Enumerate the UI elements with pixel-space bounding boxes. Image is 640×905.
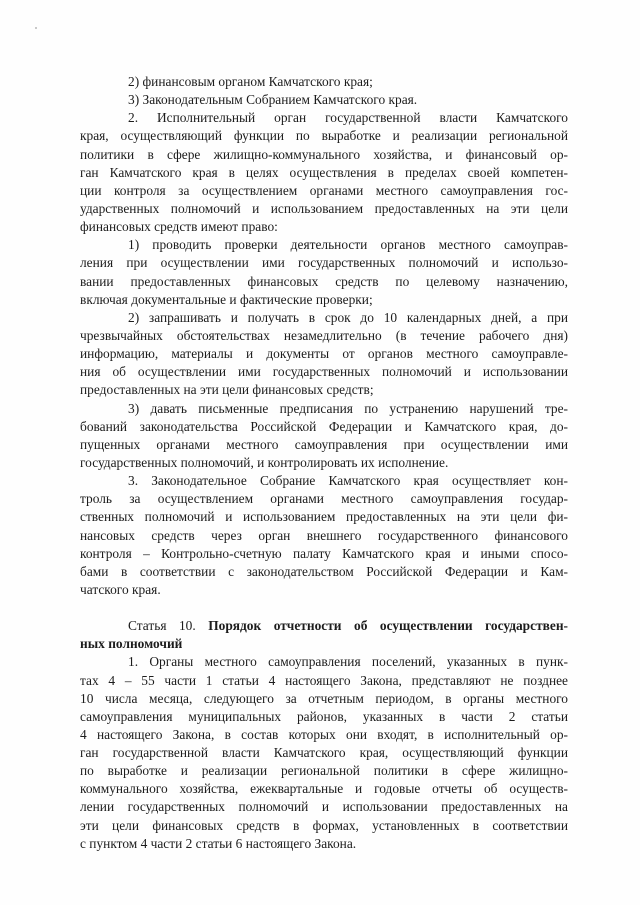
text-line: ции контроля за осуществлением органами местного самоуправления гос- — [80, 182, 568, 198]
text-line: ударственных полномочий и использованием предоставленных на эти цели — [80, 200, 568, 216]
text-line: лении государственных полномочий и использовании предоставленных на — [80, 799, 568, 815]
text-line: государственных полномочий, и контролировать их исполнение. — [80, 454, 449, 470]
text-line: ган Камчатского края в целях осуществления в пределах своей компетен- — [80, 164, 568, 180]
paragraph — [80, 309, 568, 400]
text-line: контроля – Контрольно-счетную палату Камчатского края и иными спосо- — [80, 545, 568, 561]
text-line: эти цели финансовых средств в формах, установленных в соответствии — [80, 817, 568, 833]
text-line: края, осуществляющий функции по выработке и реализации региональной — [80, 128, 568, 144]
text-line: ния об осуществлении ими государственных полномочий и использовании — [80, 364, 568, 380]
text-line: 1. Органы местного самоуправления поселений, указанных в пунк- — [128, 654, 568, 670]
text-line: 3) давать письменные предписания по устранению нарушений тре- — [128, 400, 568, 416]
text-line: бований законодательства Российской Федерации и Камчатского края, до- — [80, 418, 568, 434]
document-body — [80, 73, 568, 853]
text-line: самоуправления муниципальных районов, указанных в части 2 статьи — [80, 708, 568, 724]
text-line: 2) финансовым органом Камчатского края; — [128, 74, 373, 89]
paragraphs-before-article — [80, 73, 568, 599]
text-line: включая документальные и фактические проверки; — [80, 291, 373, 307]
text-line: троль за осуществлением органами местного самоуправления государ- — [80, 491, 568, 507]
paragraph — [80, 109, 568, 236]
article-paragraphs — [80, 653, 568, 853]
paragraph — [80, 91, 568, 109]
text-line: с пунктом 4 части 2 статьи 6 настоящего Закона. — [80, 835, 357, 851]
text-line: ственных полномочий и использованием предоставленных на эти цели фи- — [80, 509, 568, 525]
paragraph — [80, 73, 568, 91]
text-line: 3) Законодательным Собранием Камчатского края. — [128, 92, 418, 108]
text-line: ган государственной власти Камчатского края, осуществляющий функции — [80, 745, 568, 761]
text-line: чрезвычайных обстоятельствах незамедлительно (в течение рабочего дня) — [80, 327, 568, 343]
text-line: вании предоставленных финансовых средств по целевому назначению, — [80, 273, 568, 289]
paragraph — [80, 236, 568, 309]
article-title-part-1: Порядок отчетности об осуществлении государствен- — [208, 618, 568, 634]
text-line: 2) запрашивать и получать в срок до 10 календарных дней, а при — [128, 309, 568, 325]
text-line: тах 4 – 55 части 1 статьи 4 настоящего Закона, представляют не позднее — [80, 672, 568, 688]
text-line: ления при осуществлении ими государственных полномочий и использо- — [80, 255, 568, 271]
text-line: 10 числа месяца, следующего за отчетным периодом, в органы местного — [80, 690, 568, 706]
text-line: бами в соответствии с законодательством Российской Федерации и Кам- — [80, 563, 568, 579]
article-heading-line-2: ных полномочий — [80, 636, 183, 652]
article-heading-line-1 — [80, 617, 568, 635]
text-line: информацию, материалы и документы от органов местного самоуправле- — [80, 346, 568, 362]
text-line: 3. Законодательное Собрание Камчатского края осуществляет кон- — [128, 473, 568, 489]
article-number: Статья 10. — [128, 618, 209, 634]
text-line: коммунального хозяйства, ежеквартальные и годовые отчеты об осуществ- — [80, 781, 568, 797]
text-line: предоставленных на эти цели финансовых средств; — [80, 382, 374, 398]
paragraph — [80, 400, 568, 473]
text-line: финансовых средств имеют право: — [80, 219, 278, 235]
text-line: пущенных органами местного самоуправления при осуществлении ими — [80, 436, 568, 452]
paragraph — [80, 653, 568, 853]
paragraph — [80, 472, 568, 599]
section-gap — [80, 599, 568, 617]
text-line: чатского края. — [80, 581, 161, 597]
text-line: 1) проводить проверки деятельности органов местного самоуправ- — [128, 237, 568, 253]
text-line: 4 настоящего Закона, в состав которых они входят, в исполнительный ор- — [80, 726, 568, 742]
text-line: нансовых средств через орган внешнего государственного финансового — [80, 527, 568, 543]
scan-speck — [35, 27, 37, 29]
text-line: политики в сфере жилищно-коммунального хозяйства, и финансовый ор- — [80, 146, 568, 162]
text-line: по выработке и реализации региональной политики в сфере жилищно- — [80, 763, 568, 779]
text-line: 2. Исполнительный орган государственной власти Камчатского — [128, 110, 568, 126]
